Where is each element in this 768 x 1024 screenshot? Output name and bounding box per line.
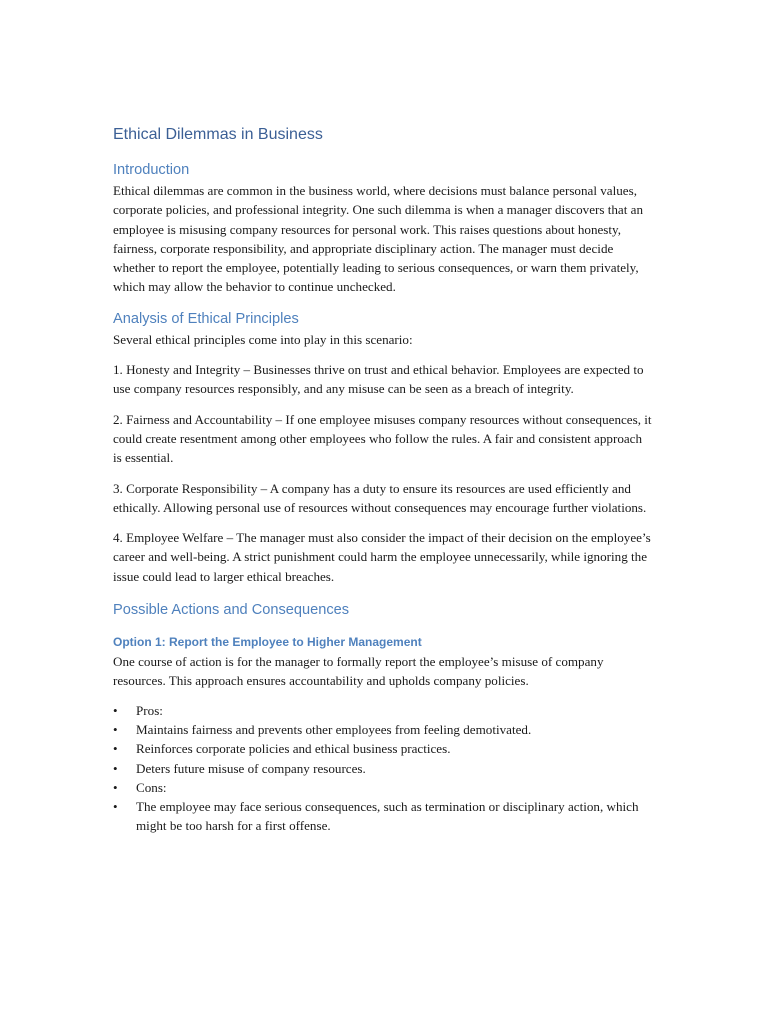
analysis-item-fairness: 2. Fairness and Accountability – If one employee misuses company resources without consequences, it could create resentment among other employees who follow the rules. A fair and consistent approach is essential. <box>113 411 652 466</box>
option1-paragraph: One course of action is for the manager to formally report the employee’s misuse of company resources. This approach ensures accountability and upholds company policies. <box>113 654 604 689</box>
list-item <box>113 739 653 758</box>
list-item-text: The employee may face serious consequences, such as termination or disciplinary action, which might be too harsh for a first offense. <box>136 799 639 834</box>
list-item <box>113 797 653 836</box>
bullet-icon: • <box>113 760 118 776</box>
bullet-icon: • <box>113 702 118 718</box>
analysis-item-welfare: 4. Employee Welfare – The manager must also consider the impact of their decision on the employee’s career and well-being. A strict punishment could harm the employee unnecessarily, while ignoring the issue could lead to larger ethical breaches. <box>113 530 651 584</box>
analysis-intro-paragraph: Several ethical principles come into play in this scenario: <box>113 331 413 347</box>
subsection-heading-option1: Option 1: Report the Employee to Higher Management <box>113 635 422 650</box>
list-item-text: Deters future misuse of company resources. <box>136 760 366 776</box>
bullet-icon: • <box>113 721 118 737</box>
list-item <box>113 701 653 720</box>
list-item-text: Maintains fairness and prevents other employees from feeling demotivated. <box>136 721 532 737</box>
list-item-text: Cons: <box>136 779 167 795</box>
list-item <box>113 778 653 797</box>
analysis-item-responsibility: 3. Corporate Responsibility – A company has a duty to ensure its resources are used efficiently and ethically. Allowing personal use of resources without consequences may encourage further violations. <box>113 480 647 515</box>
list-item <box>113 759 653 778</box>
section-heading-actions: Possible Actions and Consequences <box>113 602 350 619</box>
list-item <box>113 720 653 739</box>
section-heading-analysis: Analysis of Ethical Principles <box>113 310 299 327</box>
option1-bullet-list <box>113 701 653 836</box>
document-title: Ethical Dilemmas in Business <box>113 126 323 143</box>
bullet-icon: • <box>113 779 118 795</box>
section-heading-introduction: Introduction <box>113 162 190 178</box>
introduction-paragraph: Ethical dilemmas are common in the business world, where decisions must balance personal values, corporate policies, and professional integrity. One such dilemma is when a manager discovers that an employee is misusing company resources for personal work. This raises questions about honesty, fairness, corporate responsibility, and appropriate disciplinary action. The manager must decide whether to report the employee, potentially leading to serious consequences, or warn them privately, which may allow the behavior to continue unchecked. <box>113 183 644 295</box>
bullet-icon: • <box>113 741 118 757</box>
list-item-text: Reinforces corporate policies and ethical business practices. <box>136 741 451 757</box>
bullet-icon: • <box>113 799 118 815</box>
document-page <box>113 124 653 836</box>
analysis-item-honesty: 1. Honesty and Integrity – Businesses thrive on trust and ethical behavior. Employees are expected to use company resources responsibly, and any misuse can be seen as a breach of integrity. <box>113 362 644 397</box>
list-item-text: Pros: <box>136 702 163 718</box>
